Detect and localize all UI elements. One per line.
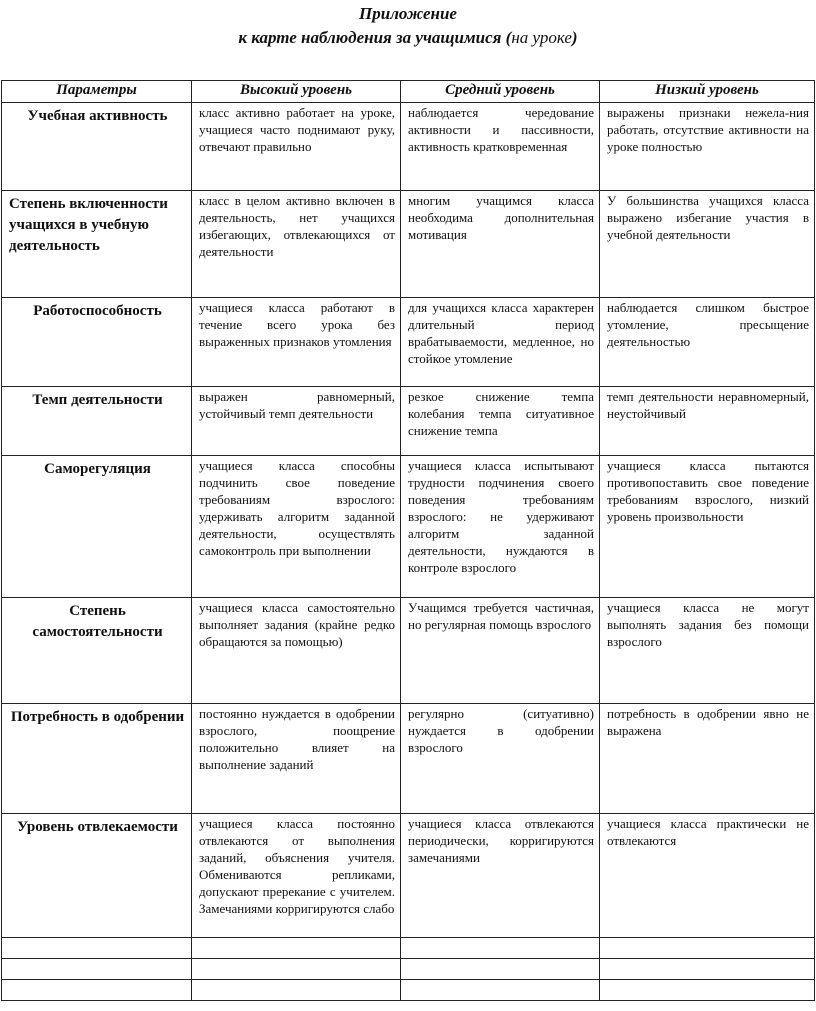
param-cell: Степень включенности учащихся в учебную деятельность [2,191,192,298]
column-header-low: Низкий уровень [600,81,815,103]
high-level-cell: выражен равномерный, устойчивый темп деятельности [192,387,401,456]
high-level-cell: класс активно работает на уроке, учащиеся часто поднимают руку, отвечают правильно [192,103,401,191]
observation-table [1,80,815,1001]
table-row [2,298,815,387]
empty-cell [401,938,600,959]
high-level-cell: класс в целом активно включен в деятельность, нет учащихся избегающих, отвлекающихся от деятельности [192,191,401,298]
mid-level-cell: для учащихся класса характерен длительный период врабатываемости, медленное, но стойкое утомление [401,298,600,387]
subtitle-suffix: ) [571,28,578,47]
table-row [2,598,815,704]
table-row [2,814,815,938]
empty-row [2,959,815,980]
mid-level-cell: учащиеся класса отвлекаются периодически, корригируются замечаниями [401,814,600,938]
empty-cell [600,980,815,1001]
high-level-cell: учащиеся класса постоянно отвлекаются от выполнения заданий, объяснения учителя. Обмениваются репликами, допускают пререкание с учителем. Замечаниями корригируются слабо [192,814,401,938]
column-header-high: Высокий уровень [192,81,401,103]
low-level-cell: потребность в одобрении явно не выражена [600,704,815,814]
table-header-row [2,81,815,103]
low-level-cell: У большинства учащихся класса выражено избегание участия в учебной деятельности [600,191,815,298]
mid-level-cell: наблюдается чередование активности и пассивности, активность кратковременная [401,103,600,191]
low-level-cell: наблюдается слишком быстрое утомление, пресыщение деятельностью [600,298,815,387]
table-row [2,191,815,298]
subtitle-plain: на уроке [511,28,572,47]
empty-cell [2,938,192,959]
empty-cell [600,959,815,980]
empty-cell [2,980,192,1001]
empty-cell [401,959,600,980]
column-header-parameters: Параметры [2,81,192,103]
table-row [2,456,815,598]
high-level-cell: постоянно нуждается в одобрении взрослого, поощрение положительно влияет на выполнение заданий [192,704,401,814]
mid-level-cell: многим учащимся класса необходима дополнительная мотивация [401,191,600,298]
low-level-cell: учащиеся класса практически не отвлекаются [600,814,815,938]
table-row [2,704,815,814]
appendix-title: Приложение [359,4,457,23]
empty-cell [600,938,815,959]
empty-cell [401,980,600,1001]
low-level-cell: учащиеся класса пытаются противопоставить свое поведение требованиям взрослого, низкий уровень произвольности [600,456,815,598]
high-level-cell: учащиеся класса самостоятельно выполняет задания (крайне редко обращаются за помощью) [192,598,401,704]
empty-cell [192,938,401,959]
column-header-mid: Средний уровень [401,81,600,103]
mid-level-cell: Учащимся требуется частичная, но регулярная помощь взрослого [401,598,600,704]
param-cell: Саморегуляция [2,456,192,598]
param-cell: Работоспособность [2,298,192,387]
mid-level-cell: учащиеся класса испытывают трудности подчинения своего поведения требованиям взрослого: не удерживают алгоритм заданной деятельности, нуждаются в контроле взрослого [401,456,600,598]
empty-cell [192,959,401,980]
mid-level-cell: резкое снижение темпа колебания темпа ситуативное снижение темпа [401,387,600,456]
low-level-cell: выражены признаки нежела-ния работать, отсутствие активности на уроке полностью [600,103,815,191]
appendix-subtitle [0,28,816,48]
subtitle-prefix: к карте наблюдения за учащимися ( [238,28,512,47]
high-level-cell: учащиеся класса способны подчинить свое поведение требованиям взрослого: удерживать алгоритм заданной деятельности, осуществлять самоконтроль при выполнении [192,456,401,598]
low-level-cell: темп деятельности неравномерный, неустойчивый [600,387,815,456]
mid-level-cell: регулярно (ситуативно) нуждается в одобрении взрослого [401,704,600,814]
table-row [2,387,815,456]
param-cell: Уровень отвлекаемости [2,814,192,938]
table-row [2,103,815,191]
high-level-cell: учащиеся класса работают в течение всего урока без выраженных признаков утомления [192,298,401,387]
param-cell: Степень самостоятельности [2,598,192,704]
empty-row [2,980,815,1001]
param-cell: Темп деятельности [2,387,192,456]
param-cell: Учебная активность [2,103,192,191]
param-cell: Потребность в одобрении [2,704,192,814]
empty-row [2,938,815,959]
empty-cell [2,959,192,980]
low-level-cell: учащиеся класса не могут выполнять задания без помощи взрослого [600,598,815,704]
empty-cell [192,980,401,1001]
